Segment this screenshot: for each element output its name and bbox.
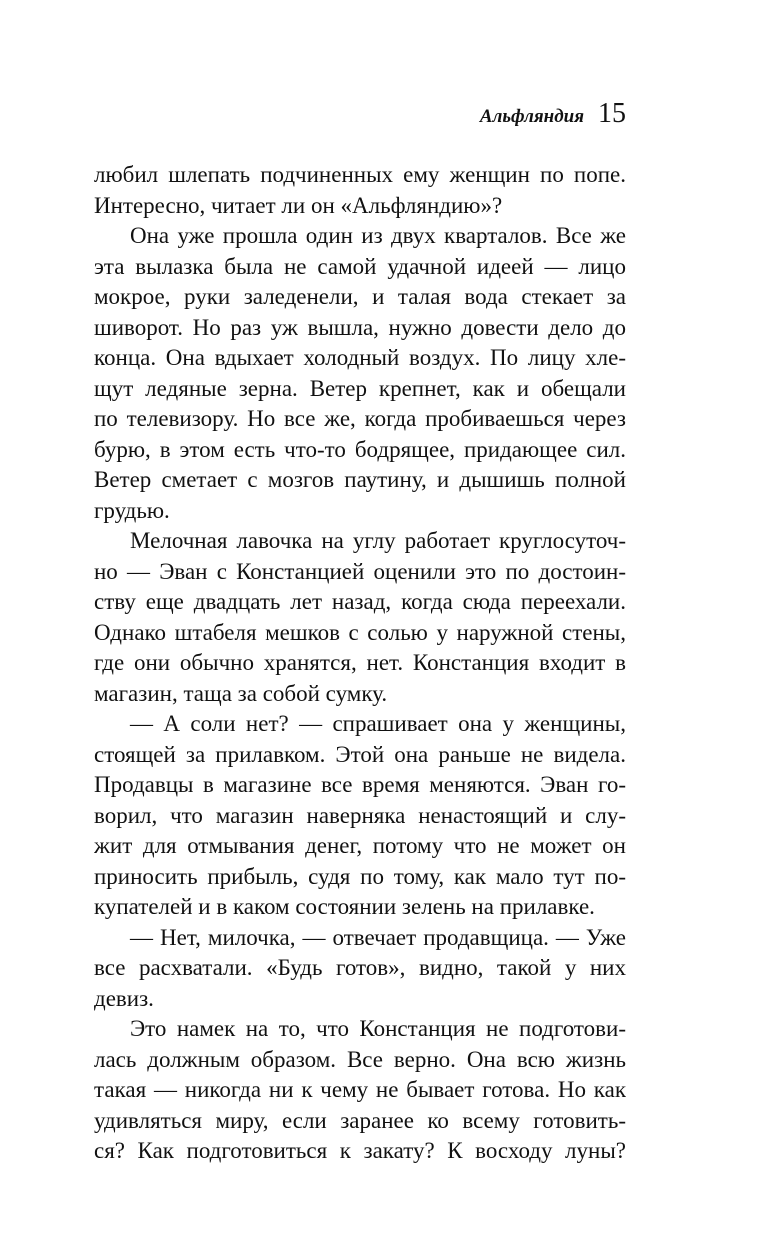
text-line: жит для отмывания денег, потому что не может он: [94, 833, 626, 858]
text-line: стоящей за прилавком. Этой она раньше не видела.: [94, 741, 626, 767]
text-line: бурю, в этом есть что-то бодрящее, придающее сил.: [94, 436, 626, 462]
text-line: ся? Как подготовиться к закату? К восходу луны?: [94, 1138, 626, 1163]
text-line: любил шлепать подчиненных ему женщин по попе.: [94, 162, 626, 187]
text-line: Интересно, читает ли он «Альфляндию»?: [94, 192, 503, 218]
text-line: купателей и в каком состоянии зелень на прилавке.: [94, 894, 595, 919]
text-line: — А соли нет? — спрашивает она у женщины,: [130, 711, 626, 736]
text-line: — Нет, милочка, — отвечает продавщица. — Уже: [130, 924, 626, 950]
text-line: эта вылазка была не самой удачной идеей — лицо: [94, 253, 626, 279]
text-line: Ветер сметает с мозгов паутину, и дышишь полной: [94, 467, 626, 492]
text-line: конца. Она вдыхает холодный воздух. По лицу хле-: [94, 345, 626, 370]
text-line: магазин, таща за собой сумку.: [94, 680, 388, 706]
text-line: приносить прибыль, судя по тому, как мало тут по-: [94, 863, 626, 889]
text-line: удивляться миру, если заранее ко всему готовить-: [94, 1107, 626, 1133]
body-text: [94, 160, 626, 1167]
text-line: Мелочная лавочка на углу работает круглосуточ-: [130, 528, 626, 553]
text-line: девиз.: [94, 985, 154, 1011]
text-line: ворил, что магазин наверняка ненастоящий и слу-: [94, 802, 626, 828]
text-line: где они обычно хранятся, нет. Констанция входит в: [94, 650, 626, 675]
text-line: Это намек на то, что Констанция не подготови-: [130, 1016, 626, 1041]
text-line: Она уже прошла один из двух кварталов. Все же: [130, 223, 626, 248]
running-head-title: Альфляндия: [479, 106, 584, 127]
text-line: по телевизору. Но все же, когда пробиваешься через: [94, 406, 626, 431]
text-line: все расхватали. «Будь готов», видно, такой у них: [94, 955, 626, 980]
text-line: ству еще двадцать лет назад, когда сюда переехали.: [94, 589, 626, 614]
text-line: Продавцы в магазине все время меняются. Эван го-: [94, 772, 626, 797]
page-number: 15: [598, 98, 626, 129]
running-head: [480, 98, 626, 130]
text-line: шиворот. Но раз уж вышла, нужно довести дело до: [94, 314, 626, 340]
text-line: но — Эван с Констанцией оценили это по достоин-: [94, 558, 626, 584]
text-line: такая — никогда ни к чему не бывает готова. Но как: [94, 1077, 626, 1102]
text-line: лась должным образом. Все верно. Она всю жизнь: [94, 1046, 626, 1072]
text-line: грудью.: [94, 497, 170, 523]
text-line: Однако штабеля мешков с солью у наружной стены,: [94, 619, 626, 645]
text-line: щут ледяные зерна. Ветер крепнет, как и обещали: [94, 375, 626, 401]
text-line: мокрое, руки заледенели, и талая вода стекает за: [94, 284, 626, 309]
